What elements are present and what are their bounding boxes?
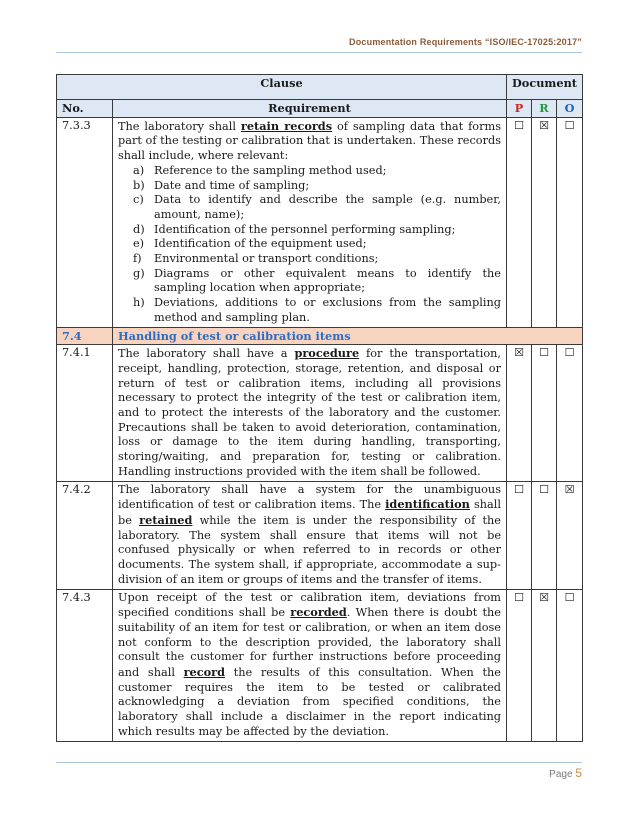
o-checkbox[interactable]: ☐ bbox=[557, 117, 583, 327]
page-header-title: Documentation Requirements “ISO/IEC-17025:2017” bbox=[349, 37, 582, 47]
page-label: Page bbox=[549, 769, 573, 780]
page-number: 5 bbox=[575, 766, 582, 780]
text-run: of sampling data that forms part of the testing or calibration that is undertaken. These records shall include, where relevant: bbox=[118, 119, 501, 163]
table-row bbox=[57, 345, 583, 481]
list-item bbox=[133, 252, 501, 267]
o-checkbox[interactable]: ☐ bbox=[557, 345, 583, 481]
emphasis-term: procedure bbox=[294, 346, 360, 361]
r-header: R bbox=[532, 100, 557, 118]
requirement-text bbox=[113, 589, 507, 741]
text-run: for the transportation, receipt, handling, protection, storage, retention, and disposal or return of test or calibration items, including all provisions necessary to protect the integrity of the test or calibration item, and to protect the interests of the laboratory and the customer. Precautions shall be taken to avoid deterioration, contamination, loss or damage to the item during handling, transporting, storing/waiting, and preparation for, testing or calibration. Handling instructions provided with the item shall be followed. bbox=[118, 347, 501, 478]
p-checkbox[interactable]: ☐ bbox=[507, 589, 532, 741]
list-marker: a) bbox=[133, 163, 145, 177]
requirement-text bbox=[113, 481, 507, 589]
requirement-text bbox=[113, 345, 507, 481]
text-run: while the item is under the responsibility of the laboratory. The system shall ensure that items will not be confused physically or when referred to in records or other documents. The system shall, if appropriate, accommodate a sup-division of an item or groups of items and the transfer of items. bbox=[118, 513, 501, 586]
list-item bbox=[133, 193, 501, 222]
text-run: The laboratory shall bbox=[118, 119, 241, 133]
list-item-text: Reference to the sampling method used; bbox=[154, 163, 387, 177]
list-marker: d) bbox=[133, 222, 145, 236]
o-checkbox[interactable]: ☐ bbox=[557, 589, 583, 741]
requirement-text bbox=[113, 117, 507, 327]
text-run: . When there is doubt the suitability of an item for test or calibration, or when an item dose not conform to the description provided, the laboratory shall consult the customer for further instructions before proceeding and shall bbox=[118, 606, 501, 680]
r-checkbox[interactable]: ☒ bbox=[532, 589, 557, 741]
sub-item-list bbox=[118, 164, 501, 326]
section-title: Handling of test or calibration items bbox=[113, 327, 583, 345]
clause-header: Clause bbox=[57, 75, 507, 100]
text-run: The laboratory shall have a system for the unambiguous identification of test or calibration items. The bbox=[118, 482, 501, 512]
document-header: Document bbox=[507, 75, 583, 100]
emphasis-term: identification bbox=[385, 497, 470, 512]
list-marker: g) bbox=[133, 266, 145, 280]
p-checkbox[interactable]: ☒ bbox=[507, 345, 532, 481]
requirements-table bbox=[56, 74, 583, 742]
list-item bbox=[133, 267, 501, 296]
r-checkbox[interactable]: ☒ bbox=[532, 117, 557, 327]
list-marker: h) bbox=[133, 296, 145, 310]
list-item-text: Identification of the equipment used; bbox=[154, 237, 367, 251]
text-run: Upon receipt of the test or calibration item, deviations from specified conditions shall be bbox=[118, 590, 501, 620]
list-item bbox=[133, 179, 501, 194]
emphasis-term: record bbox=[183, 665, 226, 680]
list-item-text: Identification of the personnel performing sampling; bbox=[154, 222, 456, 236]
r-checkbox[interactable]: ☐ bbox=[532, 345, 557, 481]
emphasis-term: retain records bbox=[240, 118, 333, 133]
p-checkbox[interactable]: ☐ bbox=[507, 481, 532, 589]
list-item-text: Diagrams or other equivalent means to identify the sampling location when appropriate; bbox=[154, 266, 501, 295]
text-run: shall be bbox=[118, 498, 501, 527]
text-run: the results of this consultation. When the customer requires the item to be tested or calibrated acknowledging a deviation from specified conditions, the laboratory shall include a disclaimer in the report indicating which results may be affected by the deviation. bbox=[118, 666, 501, 738]
emphasis-term: retained bbox=[139, 512, 193, 527]
list-item-text: Date and time of sampling; bbox=[154, 178, 310, 192]
section-row bbox=[57, 327, 583, 345]
emphasis-term: recorded bbox=[290, 605, 347, 620]
table-subheader-row bbox=[57, 100, 583, 118]
p-header: P bbox=[507, 100, 532, 118]
p-checkbox[interactable]: ☐ bbox=[507, 117, 532, 327]
no-header: No. bbox=[57, 100, 113, 118]
list-item-text: Deviations, additions to or exclusions from the sampling method and sampling plan. bbox=[154, 296, 501, 324]
section-number: 7.4 bbox=[57, 327, 113, 345]
clause-number: 7.3.3 bbox=[57, 117, 113, 327]
list-item-text: Environmental or transport conditions; bbox=[154, 252, 379, 266]
table-header-row bbox=[57, 75, 583, 100]
table-row bbox=[57, 117, 583, 327]
clause-number: 7.4.1 bbox=[57, 345, 113, 481]
clause-number: 7.4.3 bbox=[57, 589, 113, 741]
table-row bbox=[57, 589, 583, 741]
list-item bbox=[133, 223, 501, 238]
requirement-header: Requirement bbox=[113, 100, 507, 118]
list-item bbox=[133, 164, 501, 179]
page-footer bbox=[549, 766, 582, 780]
o-header: O bbox=[557, 100, 583, 118]
clause-number: 7.4.2 bbox=[57, 481, 113, 589]
list-item bbox=[133, 237, 501, 252]
list-item bbox=[133, 296, 501, 325]
list-marker: b) bbox=[133, 178, 145, 192]
list-marker: f) bbox=[133, 252, 142, 266]
footer-rule bbox=[56, 762, 582, 763]
o-checkbox[interactable]: ☒ bbox=[557, 481, 583, 589]
list-item-text: Data to identify and describe the sample (e.g. number, amount, name); bbox=[154, 193, 501, 221]
table-row bbox=[57, 481, 583, 589]
r-checkbox[interactable]: ☐ bbox=[532, 481, 557, 589]
header-rule bbox=[56, 52, 582, 53]
list-marker: e) bbox=[133, 237, 145, 251]
text-run: The laboratory shall have a bbox=[118, 347, 295, 361]
list-marker: c) bbox=[133, 193, 144, 207]
